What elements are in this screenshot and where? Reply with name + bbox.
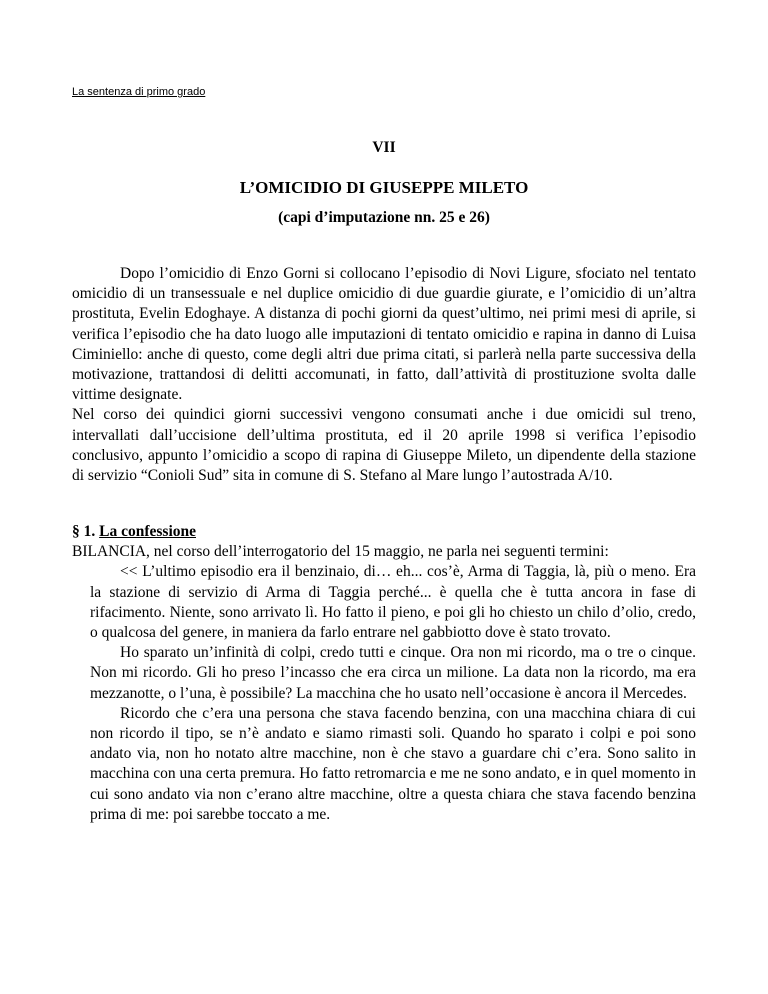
running-header: La sentenza di primo grado: [72, 86, 206, 98]
intro-paragraph: Nel corso dei quindici giorni successivi vengono consumati anche i due omicidi sul treno, intervallati dall’uccisione dell’ultima prostituta, ed il 20 aprile 1998 si verifica l’episodio conclusivo, appunto l’omicidio a scopo di rapina di Giuseppe Mileto, un dipendente della stazione di servizio “Conioli Sud” sita in comune di S. Stefano al Mare lungo l’autostrada A/10.: [72, 406, 696, 485]
section-heading: [72, 522, 696, 542]
intro-paragraph: Dopo l’omicidio di Enzo Gorni si collocano l’episodio di Novi Ligure, sfociato nel tentato omicidio di un transessuale e nel duplice omicidio di due guardie giurate, e l’omicidio di un’altra prostituta, Evelin Edoghaye. A distanza di pochi giorni da quest’ultimo, nei primi mesi di aprile, si verifica l’episodio che ha dato luogo alle imputazioni di tentato omicidio e rapina in danno di Luisa Ciminiello: anche di questo, come degli altri due prima citati, si parlerà nella parte successiva della motivazione, trattandosi di delitti accomunati, in fatto, dall’attività di prostituzione svolta dalle vittime designate.: [72, 265, 696, 404]
section-lead: BILANCIA, nel corso dell’interrogatorio del 15 maggio, ne parla nei seguenti termini:: [72, 543, 609, 561]
chapter-title: L’OMICIDIO DI GIUSEPPE MILETO: [239, 178, 529, 197]
section-confessione: [72, 522, 696, 825]
quote-paragraph: << L’ultimo episodio era il benzinaio, di… eh... cos’è, Arma di Taggia, là, più o meno. Era la stazione di servizio di Arma di Taggia perché... è quella che è tutta ancora in fase di rifacimento. Niente, sono arrivato lì. Ho fatto il pieno, e poi gli ho chiesto un chilo d’olio, credo, o qualcosa del genere, in maniera da farlo entrare nel gabbiotto dove è stato trovato.: [90, 563, 696, 642]
section-title: La confessione: [99, 523, 196, 540]
quote-paragraph: Ho sparato un’infinità di colpi, credo tutti e cinque. Ora non mi ricordo, ma o tre o cinque. Non mi ricordo. Gli ho preso l’incasso che era circa un milione. La data non la ricordo, ma era mezzanotte, o l’una, è possibile? La macchina che ho usato nell’occasione è ancora il Mercedes.: [90, 644, 696, 702]
chapter-number: VII: [372, 139, 396, 156]
chapter-subtitle: (capi d’imputazione nn. 25 e 26): [278, 209, 490, 226]
intro-text: [72, 264, 696, 486]
quote-paragraph: Ricordo che c’era una persona che stava facendo benzina, con una macchina chiara di cui non ricordo il tipo, se n’è andato e siamo rimasti soli. Quando ho sparato i colpi e poi sono andato via, non ho notato altre macchine, non è che stavo a guardare chi c’era. Sono salito in macchina con una certa premura. Ho fatto retromarcia e me ne sono andato, e in quel momento in cui sono andato via non c’erano altre macchine, oltre a questa chiara che stava facendo benzina prima di me: poi sarebbe toccato a me.: [90, 704, 696, 823]
section-number: § 1.: [72, 523, 96, 540]
